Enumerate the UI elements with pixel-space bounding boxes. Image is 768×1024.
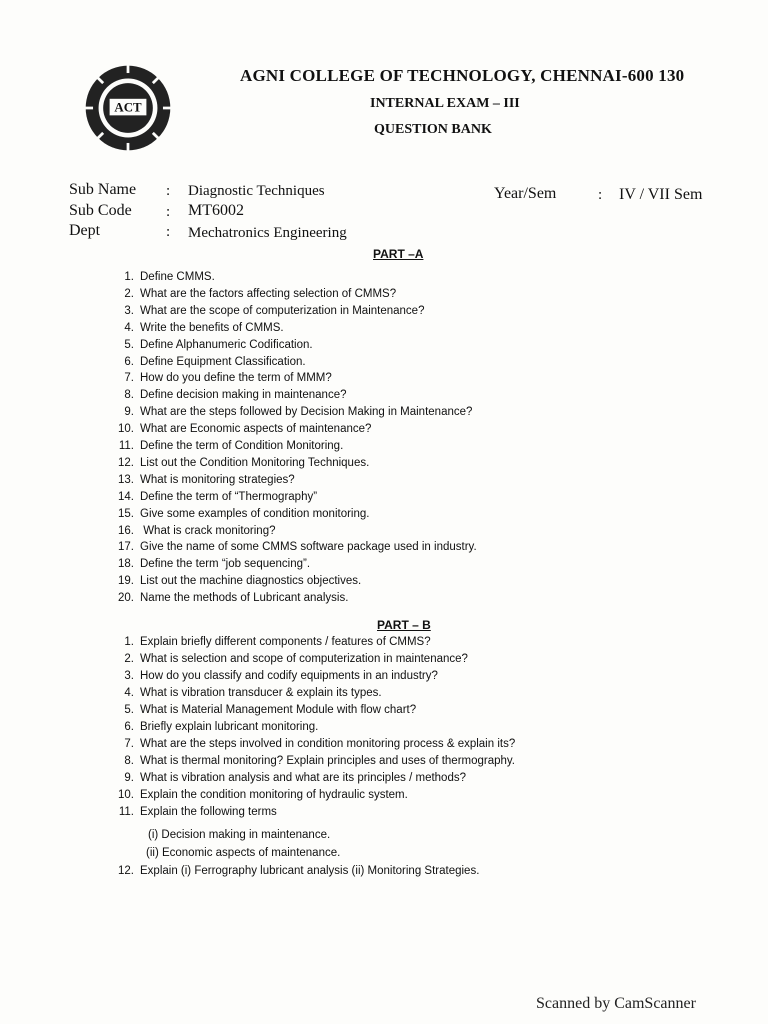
question-item — [112, 755, 515, 767]
question-item — [112, 558, 310, 570]
question-number: 6. — [124, 721, 134, 733]
question-number: 16. — [118, 524, 134, 537]
college-logo-icon — [82, 62, 174, 154]
question-number: 8. — [124, 755, 134, 767]
question-number: 12. — [118, 865, 134, 877]
question-item — [112, 789, 408, 801]
question-item — [112, 806, 277, 818]
question-number: 12. — [118, 456, 134, 469]
question-item — [112, 322, 284, 334]
question-number: 13. — [118, 473, 134, 486]
question-number: 11. — [118, 806, 134, 818]
question-text: Define Equipment Classification. — [140, 355, 306, 368]
question-item — [112, 339, 313, 351]
document-type: QUESTION BANK — [374, 122, 492, 137]
question-text: List out the Condition Monitoring Techniques. — [140, 456, 370, 469]
question-text: Give some examples of condition monitoring. — [140, 507, 370, 520]
question-item — [112, 721, 318, 733]
question-item — [112, 423, 371, 435]
question-item — [112, 541, 477, 553]
question-text: Write the benefits of CMMS. — [140, 321, 284, 334]
question-number: 1. — [124, 271, 134, 283]
question-number: 4. — [124, 687, 134, 699]
question-number: 4. — [124, 321, 134, 334]
question-text: What is monitoring strategies? — [140, 473, 295, 486]
svg-text:ACT: ACT — [114, 100, 142, 115]
question-number: 1. — [124, 636, 134, 648]
question-text: Explain briefly different components / features of CMMS? — [140, 636, 431, 648]
question-text: Give the name of some CMMS software package used in industry. — [140, 541, 477, 554]
year-label: Year/Sem — [494, 185, 557, 202]
question-text: Define the term of Condition Monitoring. — [140, 440, 344, 452]
question-item — [112, 474, 295, 486]
question-item — [112, 865, 479, 877]
question-text: Explain (i) Ferrography lubricant analysis (ii) Monitoring Strategies. — [140, 865, 480, 877]
question-text: What are the factors affecting selection of CMMS? — [140, 287, 397, 300]
exam-title: INTERNAL EXAM – III — [370, 96, 520, 111]
sub-item: (ii) Economic aspects of maintenance. — [146, 847, 341, 859]
question-number: 10. — [118, 789, 134, 801]
scanner-watermark: Scanned by CamScanner — [536, 995, 696, 1012]
question-text: What are the steps involved in condition monitoring process & explain its? — [140, 738, 516, 750]
question-number: 2. — [124, 653, 134, 665]
question-item — [112, 457, 369, 469]
part-a-heading: PART –A — [373, 247, 424, 261]
question-text: Define the term of “Thermography” — [140, 490, 318, 503]
question-item — [112, 525, 276, 537]
question-text: Define Alphanumeric Codification. — [140, 338, 313, 351]
question-number: 19. — [118, 575, 134, 588]
question-text: What is vibration analysis and what are its principles / methods? — [140, 772, 466, 784]
colon: : — [166, 224, 171, 240]
question-text: What is thermal monitoring? Explain principles and uses of thermography. — [140, 755, 515, 767]
question-text: What is crack monitoring? — [140, 524, 276, 537]
question-number: 18. — [118, 558, 134, 571]
question-text: What is vibration transducer & explain its types. — [140, 687, 382, 699]
college-name: AGNI COLLEGE OF TECHNOLOGY, CHENNAI-600 130 — [240, 66, 685, 85]
question-text: List out the machine diagnostics objectives. — [140, 575, 362, 588]
question-item — [112, 772, 466, 784]
question-number: 7. — [124, 372, 134, 385]
sub-code-label: Sub Code — [69, 202, 132, 219]
question-item — [112, 508, 369, 520]
colon: : — [166, 204, 171, 220]
question-number: 9. — [124, 406, 134, 419]
question-item — [112, 575, 361, 587]
question-text: What are Economic aspects of maintenance? — [140, 423, 372, 436]
question-item — [112, 288, 396, 300]
question-text: How do you define the term of MMM? — [140, 372, 332, 385]
question-text: Explain the condition monitoring of hydraulic system. — [140, 789, 408, 801]
question-item — [112, 491, 317, 503]
question-text: Explain the following terms — [140, 806, 277, 818]
question-text: What is Material Management Module with flow chart? — [140, 704, 417, 716]
question-text: Name the methods of Lubricant analysis. — [140, 592, 349, 605]
question-number: 6. — [124, 355, 134, 368]
question-text: What are the scope of computerization in Maintenance? — [140, 304, 425, 317]
question-item — [112, 592, 348, 604]
sub-item: (i) Decision making in maintenance. — [148, 829, 331, 841]
question-number: 11. — [118, 440, 134, 452]
year-value: IV / VII Sem — [619, 186, 703, 203]
question-number: 3. — [124, 670, 134, 682]
question-item — [112, 406, 472, 418]
question-text: How do you classify and codify equipments in an industry? — [140, 670, 438, 682]
question-item — [112, 687, 382, 699]
question-item — [112, 636, 431, 648]
dept-value: Mechatronics Engineering — [188, 225, 347, 241]
question-number: 9. — [124, 772, 134, 784]
question-item — [112, 738, 515, 750]
question-number: 10. — [118, 423, 134, 436]
question-text: What are the steps followed by Decision Making in Maintenance? — [140, 406, 473, 419]
question-number: 8. — [124, 389, 134, 402]
question-item — [112, 372, 332, 384]
sub-name-value: Diagnostic Techniques — [188, 183, 325, 199]
question-number: 7. — [124, 738, 134, 750]
question-item — [112, 389, 346, 401]
question-item — [112, 670, 438, 682]
sub-name-label: Sub Name — [69, 181, 137, 198]
question-text: Define decision making in maintenance? — [140, 389, 347, 402]
question-item — [112, 704, 416, 716]
question-number: 20. — [118, 592, 134, 605]
part-b-heading: PART – B — [377, 618, 431, 632]
question-text: Define the term “job sequencing”. — [140, 558, 311, 571]
question-number: 17. — [118, 541, 134, 554]
question-item — [112, 440, 343, 452]
question-number: 14. — [118, 490, 134, 503]
question-number: 2. — [124, 287, 134, 300]
question-number: 5. — [124, 338, 134, 351]
question-number: 15. — [118, 507, 134, 520]
dept-label: Dept — [69, 222, 101, 239]
question-text: Define CMMS. — [140, 271, 215, 283]
question-text: What is selection and scope of computerization in maintenance? — [140, 653, 468, 665]
question-item — [112, 271, 215, 283]
question-number: 5. — [124, 704, 134, 716]
colon: : — [598, 187, 603, 203]
question-item — [112, 356, 306, 368]
colon: : — [166, 183, 171, 199]
sub-code-value: MT6002 — [188, 202, 244, 219]
question-text: Briefly explain lubricant monitoring. — [140, 721, 319, 733]
question-item — [112, 653, 468, 665]
question-number: 3. — [124, 304, 134, 317]
question-item — [112, 305, 424, 317]
